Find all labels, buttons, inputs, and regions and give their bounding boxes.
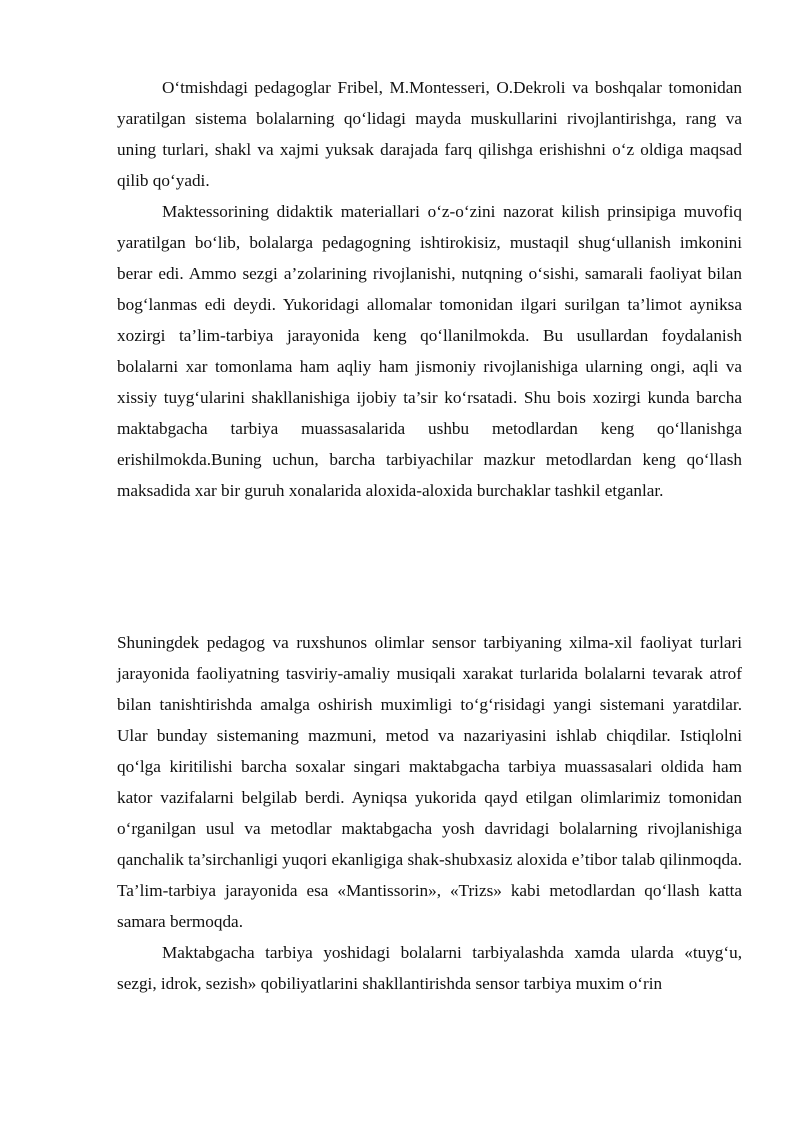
- paragraph-sensory-education-system: Shuningdek pedagog va ruxshunos olimlar sensor tarbiyaning xilma-xil faoliyat turlari jarayonida faoliyatning tasviriy-amaliy musiqali xarakat turlarida bolalarni tevarak atrof bilan tanishtirishda amalga oshirish muximligi to‘g‘risidagi yangi sistemani yaratdilar. Ular bunday sistemaning mazmuni, metod va nazariyasini ishlab chiqdilar. Istiqlolni qo‘lga kiritilishi barcha soxalar singari maktabgacha tarbiya muassasalari oldida ham kator vazifalarni belgilab berdi. Ayniqsa yukorida qayd etilgan olimlarimiz tomonidan o‘rganilgan usul va metodlar maktabgacha yosh davridagi bolalarning rivojlanishiga qanchalik ta’sirchanligi yuqori ekanligiga shak-shubxasiz aloxida e’tibor talab qilinmoqda. Ta’lim-tarbiya jarayonida esa «Mantissorin», «Trizs» kabi metodlardan qo‘llash katta samara bermoqda.: [117, 633, 742, 931]
- paragraph-preschool-upbringing: Maktabgacha tarbiya yoshidagi bolalarni tarbiyalashda xamda ularda «tuyg‘u, sezgi, idrok, sezish» qobiliyatlarini shakllantirishda sensor tarbiya muxim o‘rin: [117, 943, 742, 993]
- text-block-upper: [117, 72, 742, 506]
- text-block-lower: [117, 627, 742, 999]
- paragraph-montessori-pedagogues: O‘tmishdagi pedagoglar Fribel, M.Montesseri, O.Dekroli va boshqalar tomonidan yaratilgan sistema bolalarning qo‘lidagi mayda muskullarini rivojlantirishga, rang va uning turlari, shakl va xajmi yuksak darajada farq qilishga erishishni o‘z oldiga maqsad qilib qo‘yadi.: [117, 78, 742, 190]
- paragraph-didactic-materials: Maktessorining didaktik materiallari o‘z-o‘zini nazorat kilish prinsipiga muvofiq yaratilgan bo‘lib, bolalarga pedagogning ishtirokisiz, mustaqil shug‘ullanish imkonini berar edi. Ammo sezgi a’zolarining rivojlanishi, nutqning o‘sishi, samarali faoliyat bilan bog‘lanmas edi deydi. Yukoridagi allomalar tomonidan ilgari surilgan ta’limot ayniksa xozirgi ta’lim-tarbiya jarayonida keng qo‘llanilmokda. Bu usullardan foydalanish bolalarni xar tomonlama ham aqliy ham jismoniy rivojlanishiga ularning ongi, aqli va xissiy tuyg‘ularini shakllanishiga ijobiy ta’sir ko‘rsatadi. Shu bois xozirgi kunda barcha maktabgacha tarbiya muassasalarida ushbu metodlardan keng qo‘llanishga erishilmokda.Buning uchun, barcha tarbiyachilar mazkur metodlardan keng qo‘llash maksadida xar bir guruh xonalarida aloxida-aloxida burchaklar tashkil etganlar.: [117, 202, 742, 500]
